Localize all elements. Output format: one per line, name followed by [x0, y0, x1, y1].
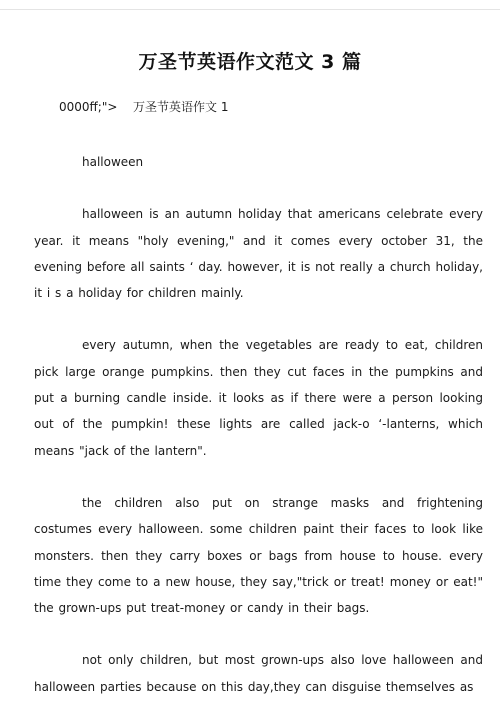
body-paragraph-4: not only children, but most grown-ups also love halloween and halloween parties because on this day,they can disguise themselves as	[34, 653, 483, 694]
page-title: 万圣节英语作文范文 3 篇	[138, 51, 362, 73]
essay-heading: halloween	[82, 155, 144, 169]
body-paragraph-3: the children also put on strange masks and frightening costumes every halloween. some children paint their faces to look like monsters. then they carry boxes or bags from house to house. every time they come to a new house, they say,"trick or treat! money or eat!" the grown-ups put treat-money or candy in their bags.	[34, 495, 483, 616]
document-body	[34, 149, 483, 726]
body-paragraph-1: halloween is an autumn holiday that americans celebrate every year. it means "holy evening," and it comes every october 31, the evening before all saints ‘ day. however, it is not really a church holiday, it i s a holiday for children mainly.	[34, 207, 483, 301]
subhead-code-text: 0000ff;">	[59, 100, 118, 114]
body-paragraph-2: every autumn, when the vegetables are ready to eat, children pick large orange pumpkins. then they cut faces in the pumpkins and put a burning candle inside. it looks as if there were a person looking out of the pumpkin! these lights are called jack-o ‘-lanterns, which means "jack of the lantern".	[34, 338, 483, 458]
subhead-label: 万圣节英语作文 1	[133, 100, 229, 114]
top-divider	[0, 9, 500, 10]
